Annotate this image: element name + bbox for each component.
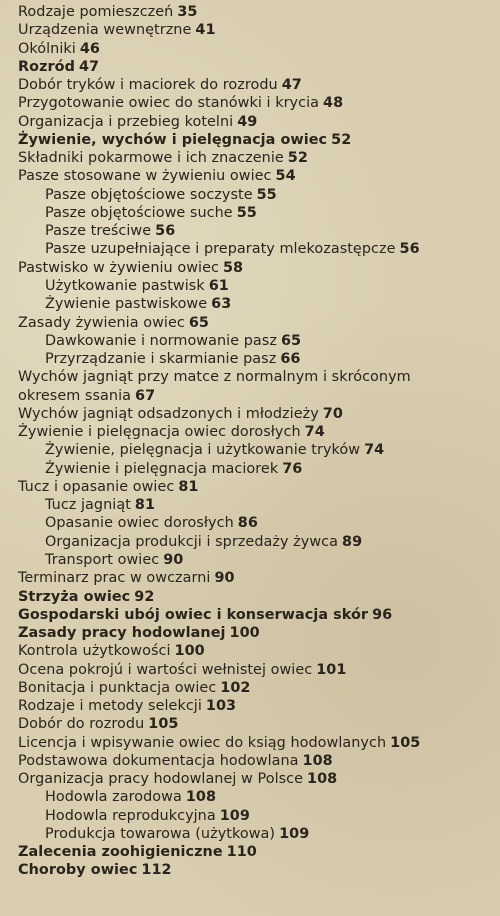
toc-entry-title: Żywienie i pielęgnacja maciorek — [45, 460, 279, 477]
toc-entry-page: 96 — [372, 606, 393, 623]
toc-entry-page: 100 — [229, 625, 260, 642]
toc-entry-page: 63 — [211, 296, 232, 313]
toc-entry-page: 48 — [323, 95, 344, 112]
toc-entry-title: Pasze objętościowe suche — [45, 204, 233, 221]
toc-entry-page: 90 — [214, 570, 235, 587]
toc-entry-page: 55 — [236, 204, 257, 221]
toc-entry — [18, 40, 500, 58]
toc-entry-page: 112 — [141, 862, 172, 879]
toc-entry — [18, 167, 500, 185]
toc-entry-page: 108 — [302, 752, 333, 769]
toc-entry-page: 47 — [78, 58, 100, 75]
toc-entry-page: 56 — [155, 223, 176, 240]
toc-entry — [18, 240, 500, 258]
toc-entry — [18, 770, 500, 788]
toc-entry — [18, 259, 500, 277]
toc-entry — [18, 843, 500, 861]
toc-entry-title: Wychów jagniąt odsadzonych i młodzieży — [18, 405, 319, 422]
toc-entry — [18, 460, 500, 478]
toc-entry — [18, 788, 500, 806]
toc-entry-page: 109 — [219, 807, 250, 824]
toc-entry-title: Transport owiec — [45, 551, 160, 568]
toc-entry — [18, 679, 500, 697]
toc-entry — [18, 149, 500, 167]
toc-entry-title: Podstawowa dokumentacja hodowlana — [18, 752, 299, 769]
toc-entry-title: Zalecenia zoohigieniczne — [18, 844, 223, 861]
toc-entry — [18, 642, 500, 660]
toc-entry-title: Ocena pokrojú i wartości wełnistej owiec — [18, 661, 313, 678]
toc-entry — [18, 332, 500, 350]
table-of-contents — [18, 3, 500, 880]
toc-entry-page: 47 — [281, 77, 302, 94]
toc-entry-title: Żywienie, wychów i pielęgnacja owiec — [18, 131, 328, 148]
toc-entry-title: Pasze treściwe — [45, 223, 152, 240]
toc-entry-title: Pasze objętościowe soczyste — [45, 186, 253, 203]
toc-entry-title: Organizacja produkcji i sprzedaży żywca — [45, 533, 338, 550]
toc-entry — [18, 861, 500, 879]
toc-entry-page: 76 — [282, 460, 303, 477]
toc-entry-page: 65 — [188, 314, 209, 331]
toc-entry — [18, 295, 500, 313]
toc-entry-title: Produkcja towarowa (użytkowa) — [45, 825, 276, 842]
toc-entry — [18, 715, 500, 733]
toc-entry-title: Żywienie i pielęgnacja owiec dorosłych — [18, 424, 301, 441]
toc-entry-title: Zasady pracy hodowlanej — [18, 625, 226, 642]
toc-entry-page: 67 — [135, 387, 156, 404]
toc-entry — [18, 478, 500, 496]
toc-entry-title: Dobór tryków i maciorek do rozrodu — [18, 77, 278, 94]
toc-entry-title: Przyrządzanie i skarmianie pasz — [45, 351, 277, 368]
toc-entry-page: 100 — [174, 643, 205, 660]
toc-entry-title: Terminarz prac w owczarni — [18, 570, 211, 587]
toc-entry-page: 66 — [280, 351, 301, 368]
toc-entry — [18, 21, 500, 39]
toc-entry — [18, 588, 500, 606]
toc-entry — [18, 204, 500, 222]
toc-entry-title: Zasady żywienia owiec — [18, 314, 185, 331]
toc-entry — [18, 624, 500, 642]
toc-entry-page: 46 — [79, 40, 100, 57]
toc-entry — [18, 752, 500, 770]
toc-entry — [18, 368, 500, 386]
toc-entry — [18, 514, 500, 532]
toc-entry-title: Licencja i wpisywanie owiec do ksiąg hodowlanych — [18, 734, 387, 751]
toc-entry-title: Pasze uzupełniające i preparaty mlekozastępcze — [45, 241, 396, 258]
toc-entry — [18, 423, 500, 441]
toc-entry — [18, 825, 500, 843]
toc-entry-page: 108 — [307, 771, 338, 788]
toc-entry — [18, 405, 500, 423]
toc-entry-page: 65 — [280, 332, 302, 349]
toc-entry-page: 86 — [237, 515, 258, 532]
toc-entry-title: Dawkowanie i normowanie pasz — [45, 332, 277, 349]
toc-entry-page: 105 — [148, 716, 179, 733]
toc-entry-page: 89 — [342, 533, 363, 550]
toc-entry-title: Pastwisko w żywieniu owiec — [18, 259, 219, 276]
toc-entry — [18, 569, 500, 587]
toc-entry — [18, 441, 500, 459]
toc-entry-title: Tucz i opasanie owiec — [18, 478, 175, 495]
toc-entry-page: 90 — [163, 551, 184, 568]
toc-entry-title: Urządzenia wewnętrzne — [18, 22, 192, 39]
toc-entry — [18, 222, 500, 240]
toc-entry-title: Składniki pokarmowe i ich znaczenie — [18, 150, 284, 167]
toc-entry-page: 74 — [304, 424, 325, 441]
toc-entry-title: Choroby owiec — [18, 862, 138, 879]
toc-entry — [18, 387, 500, 405]
toc-entry — [18, 697, 500, 715]
toc-entry-title: Kontrola użytkowości — [18, 643, 171, 660]
toc-entry — [18, 551, 500, 569]
toc-entry-page: 92 — [134, 588, 155, 605]
toc-entry-title: Żywienie pastwiskowe — [45, 296, 208, 313]
toc-entry — [18, 496, 500, 514]
toc-entry-title: Przygotowanie owiec do stanówki i krycia — [18, 95, 319, 112]
toc-entry-title: Żywienie, pielęgnacja i użytkowanie tryków — [45, 442, 361, 459]
toc-entry-page: 49 — [237, 113, 258, 130]
toc-entry — [18, 277, 500, 295]
toc-entry-page: 61 — [208, 277, 229, 294]
toc-entry-page: 58 — [222, 259, 244, 276]
toc-entry-page: 52 — [287, 150, 308, 167]
toc-entry — [18, 3, 500, 21]
toc-entry-page: 70 — [322, 405, 343, 422]
toc-entry-title: Strzyża owiec — [18, 588, 131, 605]
toc-entry-title: Dobór do rozrodu — [18, 716, 145, 733]
toc-entry — [18, 533, 500, 551]
toc-entry-page: 105 — [390, 734, 421, 751]
toc-entry-title: Bonitacja i punktacja owiec — [18, 679, 217, 696]
toc-entry-page: 81 — [178, 478, 199, 495]
toc-entry-title: Tucz jagniąt — [45, 497, 131, 514]
toc-entry-page: 74 — [364, 442, 385, 459]
toc-entry — [18, 94, 500, 112]
toc-entry-title: Wychów jagniąt przy matce z normalnym i skróconym — [18, 369, 411, 386]
toc-entry-page: 102 — [220, 679, 251, 696]
toc-entry — [18, 131, 500, 149]
toc-entry — [18, 314, 500, 332]
toc-entry-title: Pasze stosowane w żywieniu owiec — [18, 168, 272, 185]
toc-entry-title: Opasanie owiec dorosłych — [45, 515, 234, 532]
toc-entry-title: Rodzaje i metody selekcji — [18, 698, 202, 715]
toc-entry — [18, 661, 500, 679]
toc-entry — [18, 807, 500, 825]
toc-entry-page: 109 — [279, 825, 310, 842]
toc-entry-title: okresem ssania — [18, 387, 131, 404]
toc-entry-page: 103 — [205, 698, 237, 715]
toc-entry-title: Rodzaje pomieszczeń — [18, 4, 174, 20]
toc-entry-page: 35 — [177, 4, 198, 20]
toc-entry — [18, 58, 500, 76]
toc-entry-title: Użytkowanie pastwisk — [45, 277, 205, 294]
toc-entry-page: 81 — [134, 497, 156, 514]
toc-entry-page: 110 — [226, 844, 257, 861]
toc-entry — [18, 606, 500, 624]
toc-entry — [18, 350, 500, 368]
toc-entry — [18, 113, 500, 131]
toc-entry-page: 56 — [399, 241, 420, 258]
toc-entry-title: Hodowla zarodowa — [45, 789, 182, 806]
toc-entry — [18, 734, 500, 752]
toc-entry-page: 55 — [256, 186, 277, 203]
toc-entry — [18, 186, 500, 204]
toc-entry-page: 54 — [275, 168, 296, 185]
toc-entry-title: Okólniki — [18, 40, 76, 57]
toc-entry-title: Organizacja i przebieg kotelni — [18, 113, 234, 130]
toc-entry-page: 41 — [195, 22, 216, 39]
toc-entry — [18, 76, 500, 94]
toc-entry-page: 52 — [331, 131, 352, 148]
toc-entry-page: 108 — [185, 789, 217, 806]
toc-entry-page: 101 — [316, 661, 347, 678]
toc-entry-title: Organizacja pracy hodowlanej w Polsce — [18, 771, 304, 788]
toc-entry-title: Gospodarski ubój owiec i konserwacja skór — [18, 606, 369, 623]
toc-entry-title: Rozród — [18, 58, 75, 75]
toc-entry-title: Hodowla reprodukcyjna — [45, 807, 216, 824]
